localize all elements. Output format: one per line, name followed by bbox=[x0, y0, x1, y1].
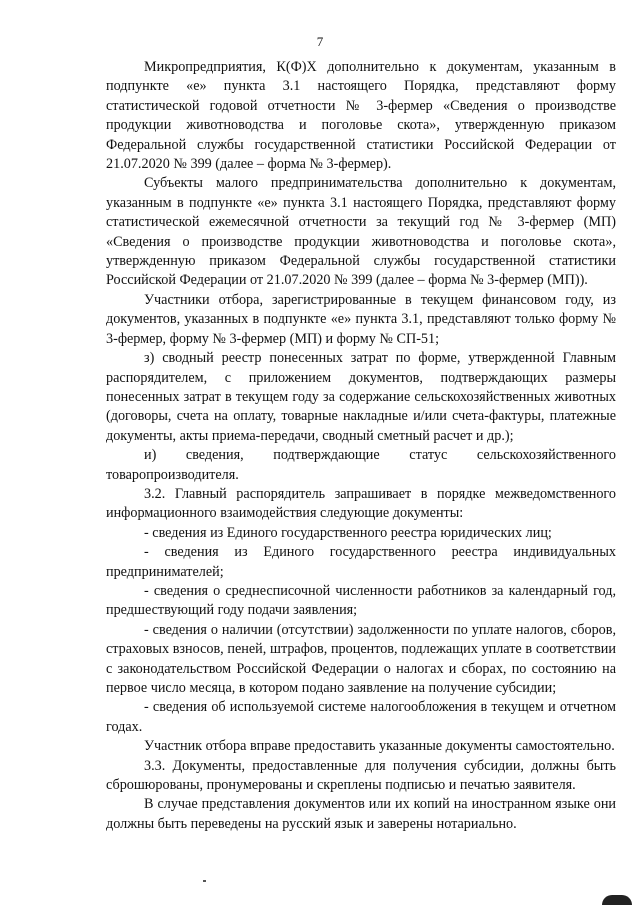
paragraph-item-i: и) сведения, подтверждающие статус сельскохозяйственного товаропроизводителя. bbox=[106, 447, 616, 483]
list-item-headcount: - сведения о среднесписочной численности работников за календарный год, предшествующий году подачи заявления; bbox=[106, 582, 616, 619]
list-item-legal-entities: - сведения из Единого государственного реестра юридических лиц; bbox=[144, 524, 552, 541]
paragraph-new-participants: Участники отбора, зарегистрированные в текущем финансовом году, из документов, указанных в подпункте «е» пункта 3.1, представляют только форму № 3-фермер, форму № 3-фермер (МП) и форму № СП-51; bbox=[106, 291, 616, 347]
list-item-tax-system: - сведения об используемой системе налогообложения в текущем и отчетном годах. bbox=[106, 699, 616, 735]
paragraph-item-z: з) сводный реестр понесенных затрат по форме, утвержденной Главным распорядителем, с приложением документов, подтверждающих размеры понесенных затрат в текущем году за содержание сельскохозяйственных животных (договоры, счета на оплату, товарные накладные и/или счета-фактуры, платежные документы, акты приема-передачи, сводный сметный расчет и др.); bbox=[106, 350, 616, 444]
scan-speck bbox=[203, 880, 206, 882]
paragraph-foreign-language: В случае представления документов или их копий на иностранном языке они должны быть переведены на русский язык и заверены нотариально. bbox=[106, 796, 616, 832]
paragraph-section-3-3: 3.3. Документы, предоставленные для получения субсидии, должны быть сброшюрованы, пронумерованы и скреплены подписью и печатью заявителя. bbox=[106, 757, 616, 794]
paragraph-participant-right: Участник отбора вправе предоставить указанные документы самостоятельно. bbox=[144, 738, 615, 755]
paragraph-section-3-2: 3.2. Главный распорядитель запрашивает в порядке межведомственного информационного взаимодействия следующие документы: bbox=[106, 485, 616, 522]
list-item-tax-debt: - сведения о наличии (отсутствии) задолженности по уплате налогов, сборов, страховых взносов, пеней, штрафов, процентов, подлежащих уплате в соответствии с законодательством Российской Федерации о налогах и сборах, по состоянию на первое число месяца, в котором подано заявление на получение субсидии; bbox=[106, 621, 616, 696]
paragraph-micro-enterprises: Микропредприятия, К(Ф)Х дополнительно к документам, указанным в подпункте «е» пункта 3.1 настоящего Порядка, представляют форму статистической годовой отчетности № 3-фермер «Сведения о производстве продукции животноводства и поголовье скота», утвержденную приказом Федеральной службы государственной статистики Российской Федерации от 21.07.2020 № 399 (далее – форма № 3-фермер). bbox=[106, 59, 616, 173]
paragraph-small-business: Субъекты малого предпринимательства дополнительно к документам, указанным в подпункте «е» пункта 3.1 настоящего Порядка, представляют форму статистической ежемесячной отчетности за текущий год № 3-фермер (МП) «Сведения о производстве продукции животноводства и поголовье скота», утвержденную приказом Федеральной службы государственной статистики Российской Федерации от 21.07.2020 № 399 (далее – форма № 3-фермер (МП)). bbox=[106, 175, 616, 289]
scan-edge-mark bbox=[602, 895, 632, 905]
list-item-entrepreneurs: - сведения из Единого государственного реестра индивидуальных предпринимателей; bbox=[106, 544, 616, 580]
document-body bbox=[106, 58, 616, 834]
page-number: 7 bbox=[316, 34, 324, 49]
